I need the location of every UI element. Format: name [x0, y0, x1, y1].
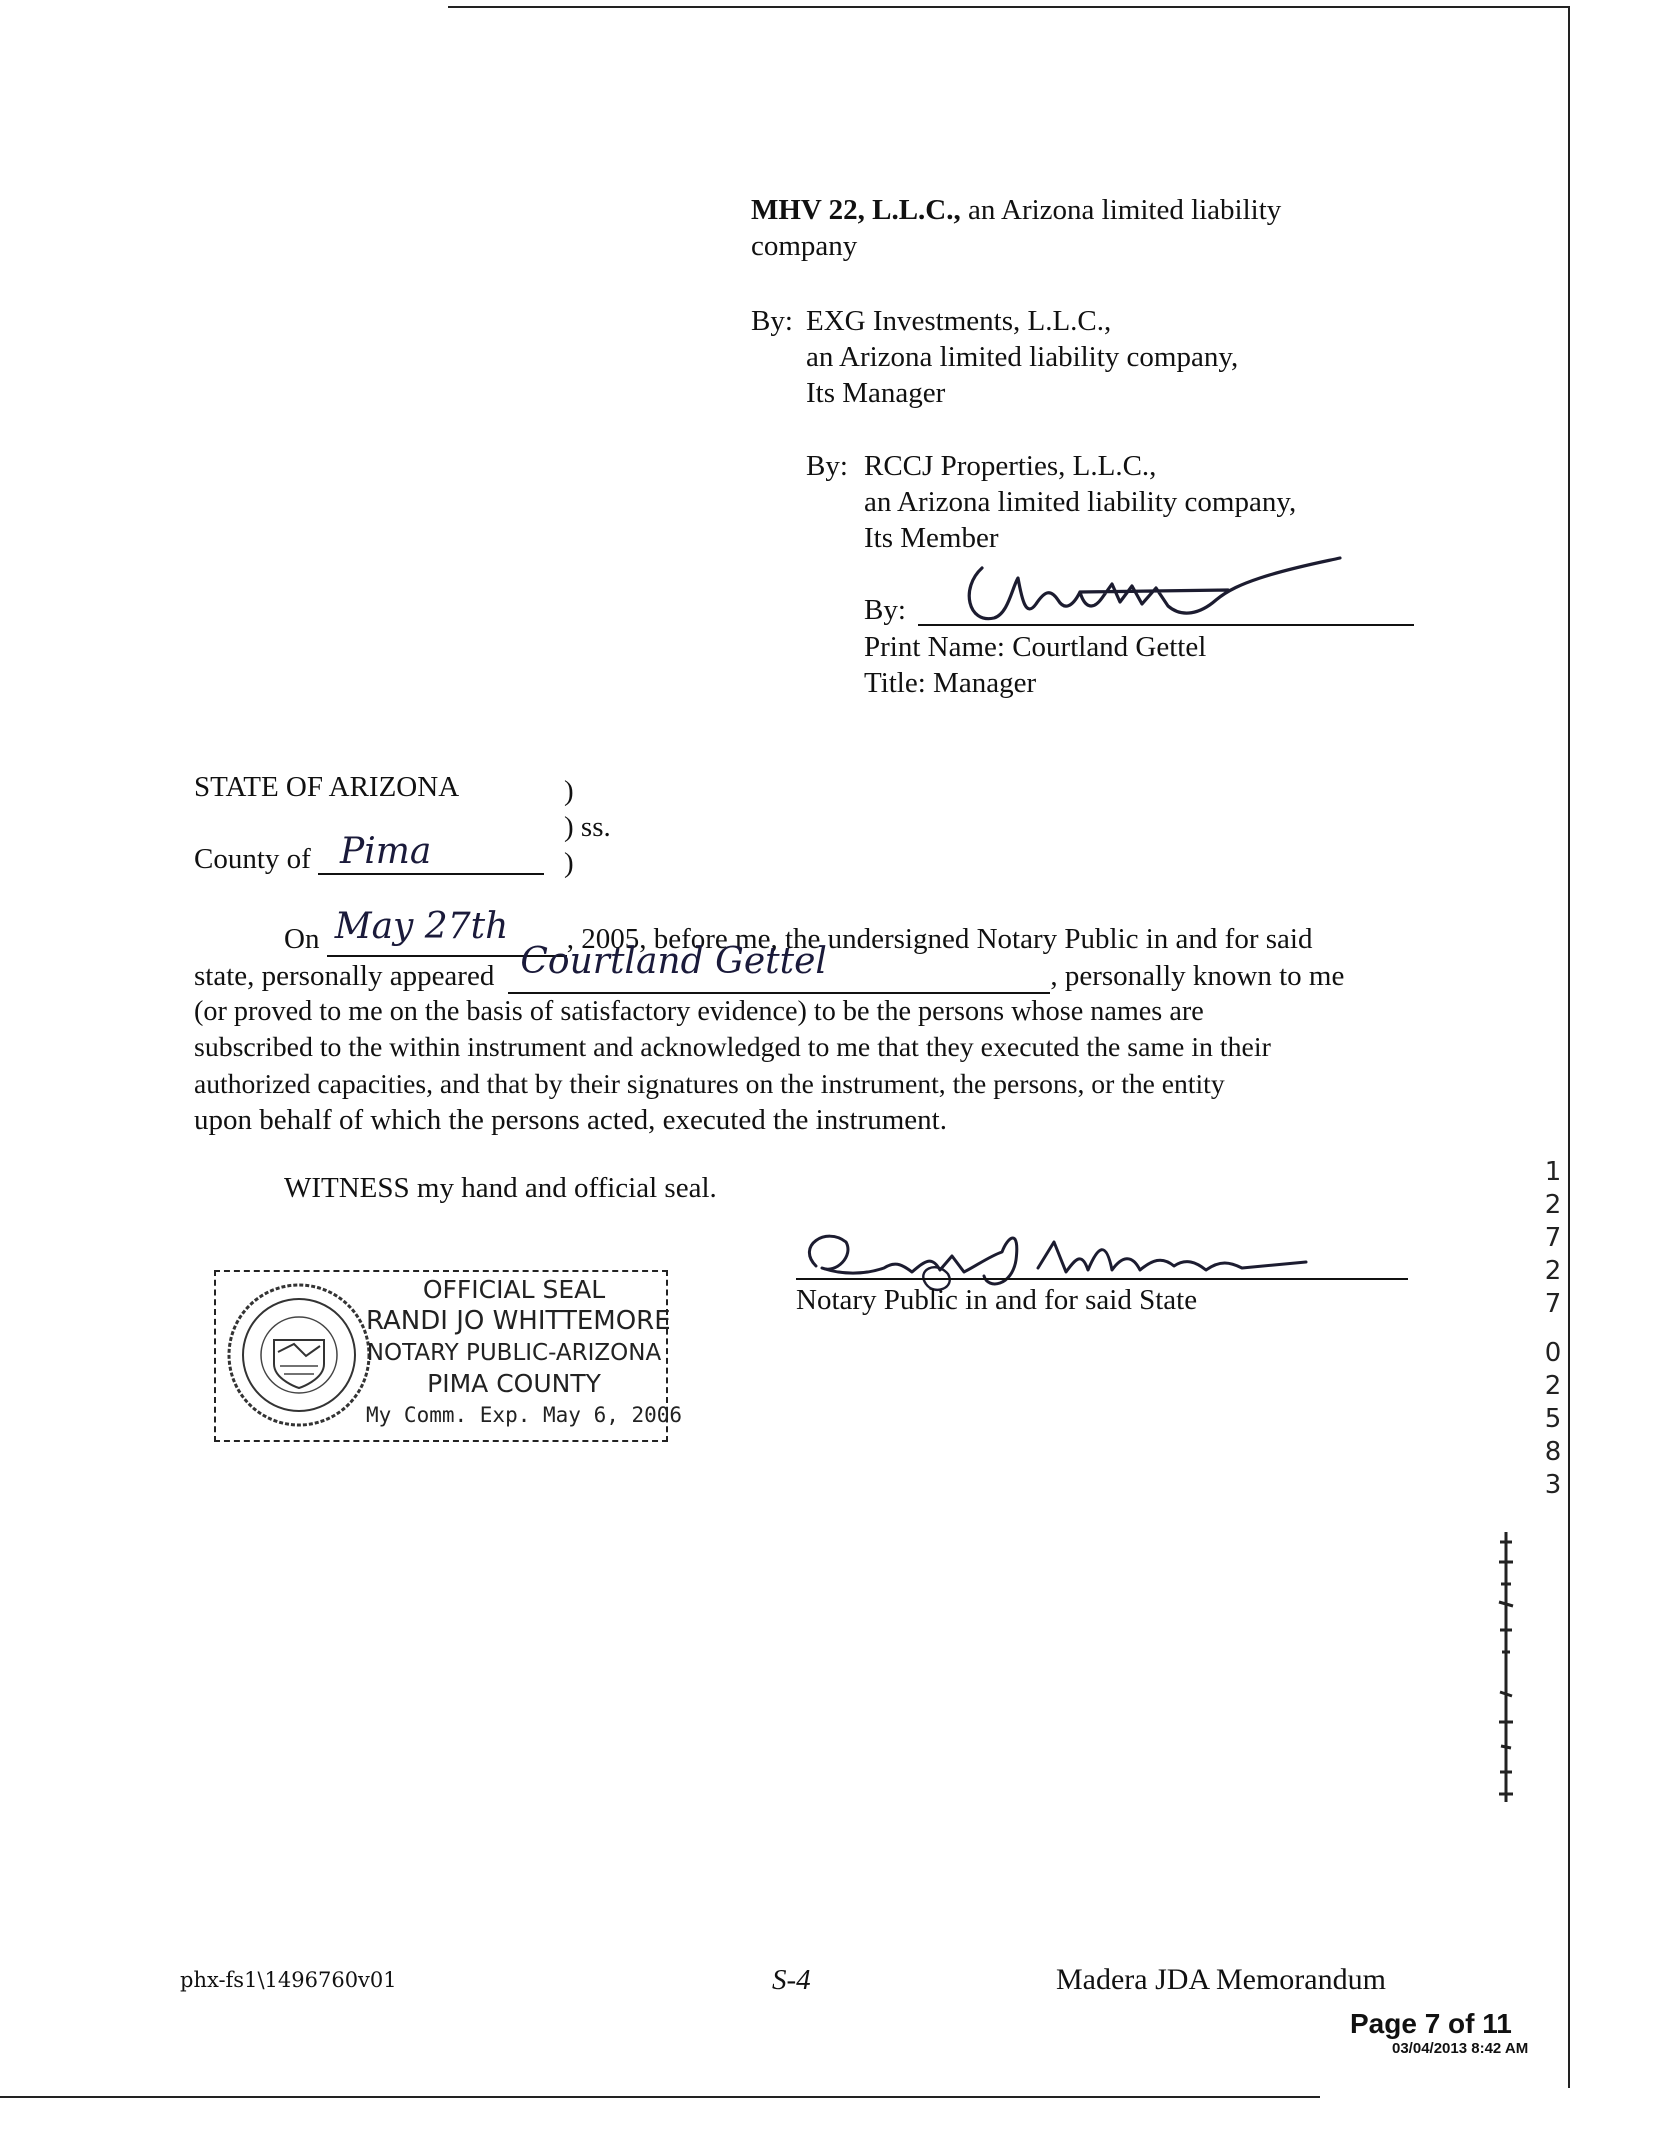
witness-text: WITNESS my hand and official seal. [284, 1172, 717, 1204]
entity-desc-1: an Arizona limited liability [960, 194, 1282, 226]
state-label: STATE OF ARIZONA [194, 771, 460, 803]
by2-line-2: an Arizona limited liability company, [864, 486, 1297, 518]
margin-digit: 1 [1544, 1157, 1562, 1187]
name-handwritten: Courtland Gettel [520, 941, 827, 982]
venue-paren-3: ) [564, 847, 574, 879]
ack-line-5: authorized capacities, and that by their signatures on the instrument, the persons, or the entity [194, 1068, 1225, 1099]
margin-digit: 7 [1544, 1289, 1562, 1319]
notary-caption: Notary Public in and for said State [796, 1284, 1198, 1316]
by1-line-3: Its Manager [806, 377, 946, 409]
margin-digit: 7 [1544, 1223, 1562, 1253]
by3-prefix: By: [864, 594, 906, 626]
margin-digit: 2 [1544, 1190, 1562, 1220]
top-border-line [448, 6, 1570, 8]
seal-line-2: RANDI JO WHITTEMORE [366, 1306, 671, 1336]
bottom-border-line [0, 2096, 1320, 2098]
footer-doc-id: phx-fs1\1496760v01 [180, 1968, 397, 1992]
seal-line-1: OFFICIAL SEAL [422, 1275, 606, 1304]
seal-line-4: PIMA COUNTY [427, 1369, 601, 1398]
year-text: , 2005, before me, the undersigned Notary Public in and for said [566, 923, 1313, 955]
notary-signature-line [796, 1278, 1408, 1280]
county-handwritten: Pima [340, 831, 432, 872]
arizona-seal-emblem [224, 1280, 374, 1430]
ack-line-3: (or proved to me on the basis of satisfactory evidence) to be the persons whose names are [194, 996, 1204, 1027]
footer-page-label: S-4 [772, 1964, 811, 1996]
county-label: County of [194, 843, 311, 875]
by2-line-1: RCCJ Properties, L.L.C., [864, 450, 1157, 482]
official-seal [214, 1270, 683, 1442]
margin-digit: 8 [1544, 1437, 1562, 1467]
margin-recording-number [1538, 1156, 1568, 1502]
manager-signature [960, 548, 1360, 628]
margin-digit: 5 [1544, 1404, 1562, 1434]
margin-digit: 2 [1544, 1256, 1562, 1286]
appeared-label: state, personally appeared [194, 960, 495, 992]
name-blank [508, 941, 1050, 994]
seal-line-5: My Comm. Exp. May 6, 2006 [366, 1403, 683, 1427]
venue-paren-1: ) [564, 775, 574, 807]
by1-line-1: EXG Investments, L.L.C., [806, 305, 1112, 337]
margin-digit [1538, 1321, 1568, 1337]
county-line [318, 873, 544, 875]
entity-line-1 [751, 192, 1281, 228]
by1-line-2: an Arizona limited liability company, [806, 341, 1239, 373]
by2-prefix: By: [806, 450, 848, 482]
right-border-line [1568, 8, 1570, 2088]
footer-timestamp: 03/04/2013 8:42 AM [1392, 2040, 1529, 2057]
title-line: Title: Manager [864, 667, 1037, 699]
ack-line-2 [194, 941, 1410, 994]
entity-name: MHV 22, L.L.C., [751, 194, 961, 226]
footer-page-of: Page 7 of 11 [1350, 2008, 1512, 2039]
margin-scan-mark [1496, 1532, 1516, 1802]
margin-digit: 0 [1544, 1338, 1562, 1368]
venue-ss: ) ss. [564, 811, 611, 843]
by1-prefix: By: [751, 305, 793, 337]
date-handwritten: May 27th [334, 906, 509, 947]
ack-line-6: upon behalf of which the persons acted, executed the instrument. [194, 1104, 947, 1136]
margin-digit: 2 [1544, 1371, 1562, 1401]
by2-line-3: Its Member [864, 522, 999, 554]
known-text: , personally known to me [1050, 960, 1345, 992]
entity-line-2: company [751, 230, 858, 262]
print-name: Print Name: Courtland Gettel [864, 631, 1207, 663]
footer-doc-title: Madera JDA Memorandum [1056, 1963, 1386, 1996]
ack-line-4: subscribed to the within instrument and acknowledged to me that they executed the same in their [194, 1032, 1271, 1063]
on-label: On [284, 923, 320, 955]
seal-line-3: NOTARY PUBLIC-ARIZONA [366, 1340, 662, 1366]
margin-digit: 3 [1544, 1470, 1562, 1500]
